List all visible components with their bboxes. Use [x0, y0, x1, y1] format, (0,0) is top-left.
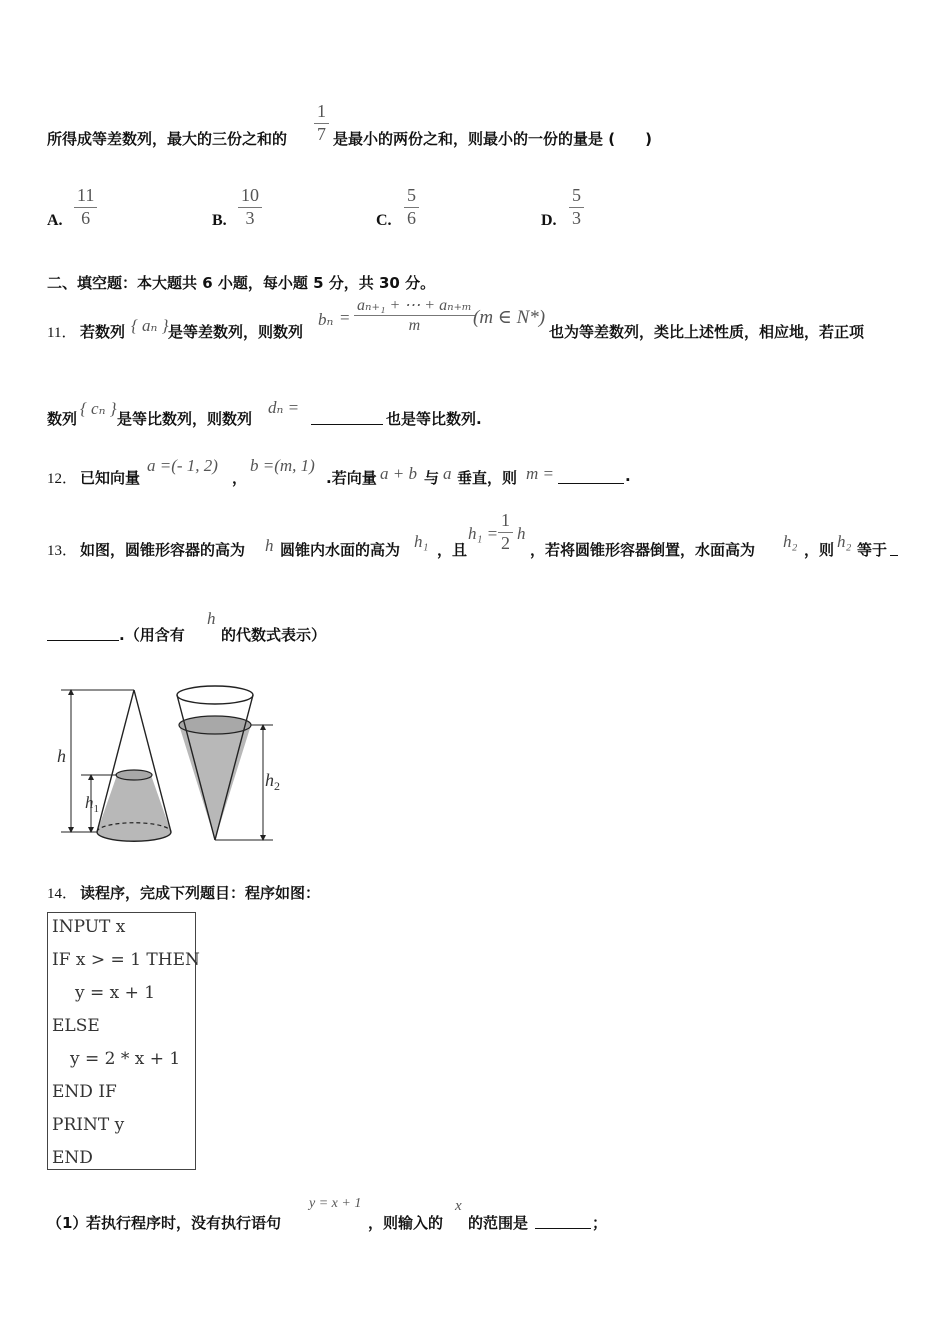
q12-vector-a: a =(- 1, 2) — [147, 456, 218, 475]
q11-bn: bₙ — [318, 310, 334, 329]
q13-text8: 的代数式表示） — [221, 626, 327, 644]
q11-text1: 若数列 — [80, 323, 126, 341]
q11-seq-a: { aₙ } — [131, 316, 169, 335]
q13-number: 13． — [47, 543, 78, 559]
q14-sub1-x: x — [455, 1198, 462, 1214]
q12-comma: ， — [232, 469, 248, 487]
q13-answer-blank[interactable] — [47, 626, 119, 641]
q10-option-c-label[interactable]: C. — [376, 212, 392, 229]
q11-fraction — [354, 296, 475, 335]
q11-number: 11． — [47, 325, 77, 341]
q12-text2: .若向量 — [326, 469, 377, 487]
code-line-8: END — [52, 1148, 93, 1168]
fig-label-h: h — [57, 746, 66, 766]
q10-stem-after: 是最小的两份之和，则最小的一份的量是 ( ) — [333, 130, 652, 148]
q14-program-box — [47, 912, 200, 1170]
q13-text2: 圆锥内水面的高为 — [280, 541, 401, 559]
q10-option-b-label[interactable]: B. — [212, 212, 227, 229]
q10-option-d-num: 5 — [569, 185, 584, 208]
q11-frac-num: aₙ₊₁ + ⋯ + aₙ₊ₘ — [354, 296, 475, 316]
q12-text4: 垂直，则 — [457, 469, 518, 487]
code-line-5: y = 2 * x + 1 — [70, 1049, 181, 1069]
q10-option-d-value[interactable] — [569, 185, 584, 229]
q12-text1: 已知向量 — [80, 469, 141, 487]
q13-half-den: 2 — [501, 532, 510, 553]
q10-stem-before: 所得成等差数列，最大的三份之和的 — [47, 130, 288, 148]
q11-text3: 也为等差数列，类比上述性质，相应地，若正项 — [549, 323, 865, 341]
q12-sum: a + b — [380, 464, 417, 483]
q13-text1: 如图，圆锥形容器的高为 — [80, 541, 246, 559]
q10-frac-num: 1 — [314, 101, 329, 124]
q12-answer-blank[interactable] — [558, 469, 624, 484]
q13-text5: ，则 — [804, 541, 835, 559]
q13-text4: ，若将圆锥形容器倒置，水面高为 — [530, 541, 756, 559]
q13-h-b: h — [207, 609, 216, 628]
q11-text6: 也是等比数列. — [386, 410, 482, 428]
q12-vector-b: b =(m, 1) — [250, 456, 315, 475]
q11-condition: (m ∈ N*) — [473, 307, 546, 328]
q11-answer-blank[interactable] — [311, 410, 383, 425]
fig-label-h1: $h_1$ — [85, 793, 99, 815]
code-line-2: IF x > = 1 THEN — [52, 950, 200, 970]
q10-option-a-num: 11 — [74, 185, 97, 208]
code-line-3: y = x + 1 — [75, 983, 156, 1003]
q12-end: . — [625, 467, 631, 485]
inverted-cone-rim — [177, 686, 253, 704]
q11-seq-c: { cₙ } — [80, 399, 117, 418]
upright-cone-water — [97, 775, 171, 841]
inverted-cone-water-surface — [179, 716, 251, 734]
q13-text6: 等于 — [857, 541, 888, 559]
q11-text4: 数列 — [47, 410, 78, 428]
q10-option-c-num: 5 — [404, 185, 419, 208]
section2-heading: 二、填空题：本大题共 6 小题，每小题 5 分，共 30 分。 — [47, 274, 436, 292]
q10-option-b-num: 10 — [238, 185, 262, 208]
q11-text5: 是等比数列，则数列 — [117, 410, 253, 428]
code-line-1: INPUT x — [52, 917, 126, 937]
q14-sub1-end: ； — [592, 1214, 608, 1232]
q13-text3: ，且 — [437, 541, 468, 559]
q13-h2b: h₂ — [837, 532, 852, 551]
q13-rel-lhs: h₁ = — [468, 524, 499, 543]
q13-rel-rhs: h — [517, 524, 526, 543]
q14-sub1-label: （1） — [47, 1214, 88, 1232]
q10-option-c-den: 6 — [407, 207, 416, 228]
q10-fraction — [314, 101, 329, 145]
fig-label-h2: $h_2$ — [265, 770, 280, 793]
code-line-4: ELSE — [52, 1016, 100, 1036]
q11-frac-den: m — [408, 317, 421, 335]
q10-option-b-value[interactable] — [238, 185, 262, 229]
q14-sub1-answer-blank[interactable] — [535, 1214, 591, 1229]
q13-text7: .（用含有 — [119, 626, 185, 644]
q13-half-num: 1 — [498, 510, 513, 533]
q13-h1: h₁ — [414, 532, 429, 551]
q13-h2: h₂ — [783, 532, 798, 551]
code-line-6: END IF — [52, 1082, 117, 1102]
q10-option-a-den: 6 — [81, 207, 91, 228]
q10-option-d-den: 3 — [572, 207, 581, 228]
q13-half-fraction — [498, 510, 513, 554]
q10-option-b-den: 3 — [245, 207, 255, 228]
q13-blank-start[interactable] — [890, 541, 898, 556]
q12-text3: 与 — [424, 469, 440, 487]
q13-cone-figure — [45, 680, 295, 848]
q11-text2: 是等差数列，则数列 — [168, 323, 304, 341]
q10-frac-den: 7 — [317, 123, 326, 144]
q10-option-c-value[interactable] — [404, 185, 419, 229]
q14-number: 14． — [47, 886, 78, 902]
q12-number: 12． — [47, 471, 78, 487]
q12-m: m = — [526, 464, 554, 483]
q14-sub1-text2: ，则输入的 — [368, 1214, 444, 1232]
q10-option-d-label[interactable]: D. — [541, 212, 557, 229]
q14-sub1-expr: y = x + 1 — [309, 1196, 362, 1211]
q10-option-a-label[interactable]: A. — [47, 212, 63, 229]
q14-text1: 读程序，完成下列题目：程序如图： — [80, 884, 321, 902]
upright-cone-water-surface — [116, 770, 152, 780]
code-line-7: PRINT y — [52, 1115, 125, 1135]
q12-a: a — [443, 464, 452, 483]
q14-sub1-text1: 若执行程序时，没有执行语句 — [86, 1214, 282, 1232]
q11-eq: = — [340, 308, 350, 327]
q10-option-a-value[interactable] — [74, 185, 97, 229]
q13-h: h — [265, 536, 274, 555]
q14-sub1-text3: 的范围是 — [468, 1214, 529, 1232]
q11-dn: dₙ = — [268, 398, 300, 417]
